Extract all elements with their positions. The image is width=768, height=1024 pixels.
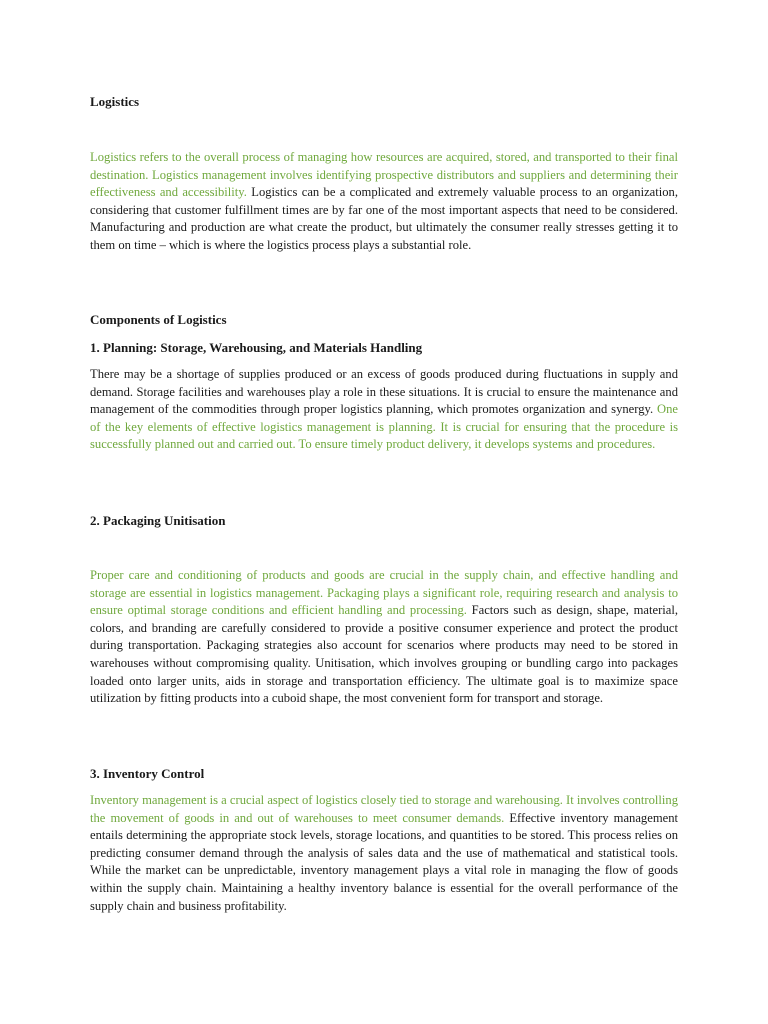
section-heading-planning: 1. Planning: Storage, Warehousing, and Materials Handling: [90, 340, 423, 355]
packaging-body-text: Factors such as design, shape, material, colors, and branding are carefully considered to provide a positive consumer experience and protect the product during transportation. Packaging strategies also account for scenarios where products may need to be stored in warehouses without compromising quality. Unitisation, which involves grouping or bundling cargo into packages loaded onto larger units, aids in storage and transportation efficiency. The ultimate goal is to maximize space utilization by fitting products into a cuboid shape, the most convenient form for transport and storage.: [90, 603, 678, 706]
document-title: Logistics: [90, 94, 140, 109]
section-heading-packaging: 2. Packaging Unitisation: [90, 513, 226, 528]
section-paragraph-packaging: [90, 567, 678, 708]
section-paragraph-planning: [90, 366, 678, 454]
section-paragraph-inventory: [90, 792, 678, 915]
planning-highlighted-text: One of the key elements of effective logistics management is planning. It is crucial for ensuring that the procedure is successfully planned out and carried out. To ensure timely product delivery, it develops systems and procedures.: [90, 402, 678, 452]
inventory-body-text: Effective inventory management entails determining the appropriate stock levels, storage locations, and quantities to be stored. This process relies on predicting consumer demand through the analysis of sales data and the use of mathematical and statistical tools. While the market can be unpredictable, inventory management plays a vital role in managing the flow of goods within the supply chain. Maintaining a healthy inventory balance is essential for the overall performance of the supply chain and business profitability.: [90, 810, 678, 913]
components-heading: Components of Logistics: [90, 312, 227, 327]
intro-body-text: Logistics can be a complicated and extremely valuable process to an organization, considering that customer fulfillment times are by far one of the most important aspects that need to be considered. Manufacturing and production are what create the product, but ultimately the consumer really stresses getting it to them on time – which is where the logistics process plays a substantial role.: [90, 185, 678, 252]
packaging-highlighted-text: Proper care and conditioning of products and goods are crucial in the supply chain, and effective handling and storage are essential in logistics management. Packaging plays a significant role, requiring research and analysis to ensure optimal storage conditions and efficient handling and processing.: [90, 568, 678, 618]
section-heading-inventory: 3. Inventory Control: [90, 766, 205, 781]
planning-body-text: There may be a shortage of supplies produced or an excess of goods produced during fluctuations in supply and demand. Storage facilities and warehouses play a role in these situations. It is crucial to ensure the maintenance and management of the commodities through proper logistics planning, which promotes organization and synergy.: [90, 367, 678, 417]
intro-highlighted-text: Logistics refers to the overall process of managing how resources are acquired, stored, and transported to their final destination. Logistics management involves identifying prospective distributors and suppliers and determining their effectiveness and accessibility.: [90, 150, 678, 200]
intro-paragraph: [90, 149, 678, 255]
inventory-highlighted-text: Inventory management is a crucial aspect of logistics closely tied to storage and warehousing. It involves controlling the movement of goods in and out of warehouses to meet consumer demands.: [90, 793, 678, 825]
